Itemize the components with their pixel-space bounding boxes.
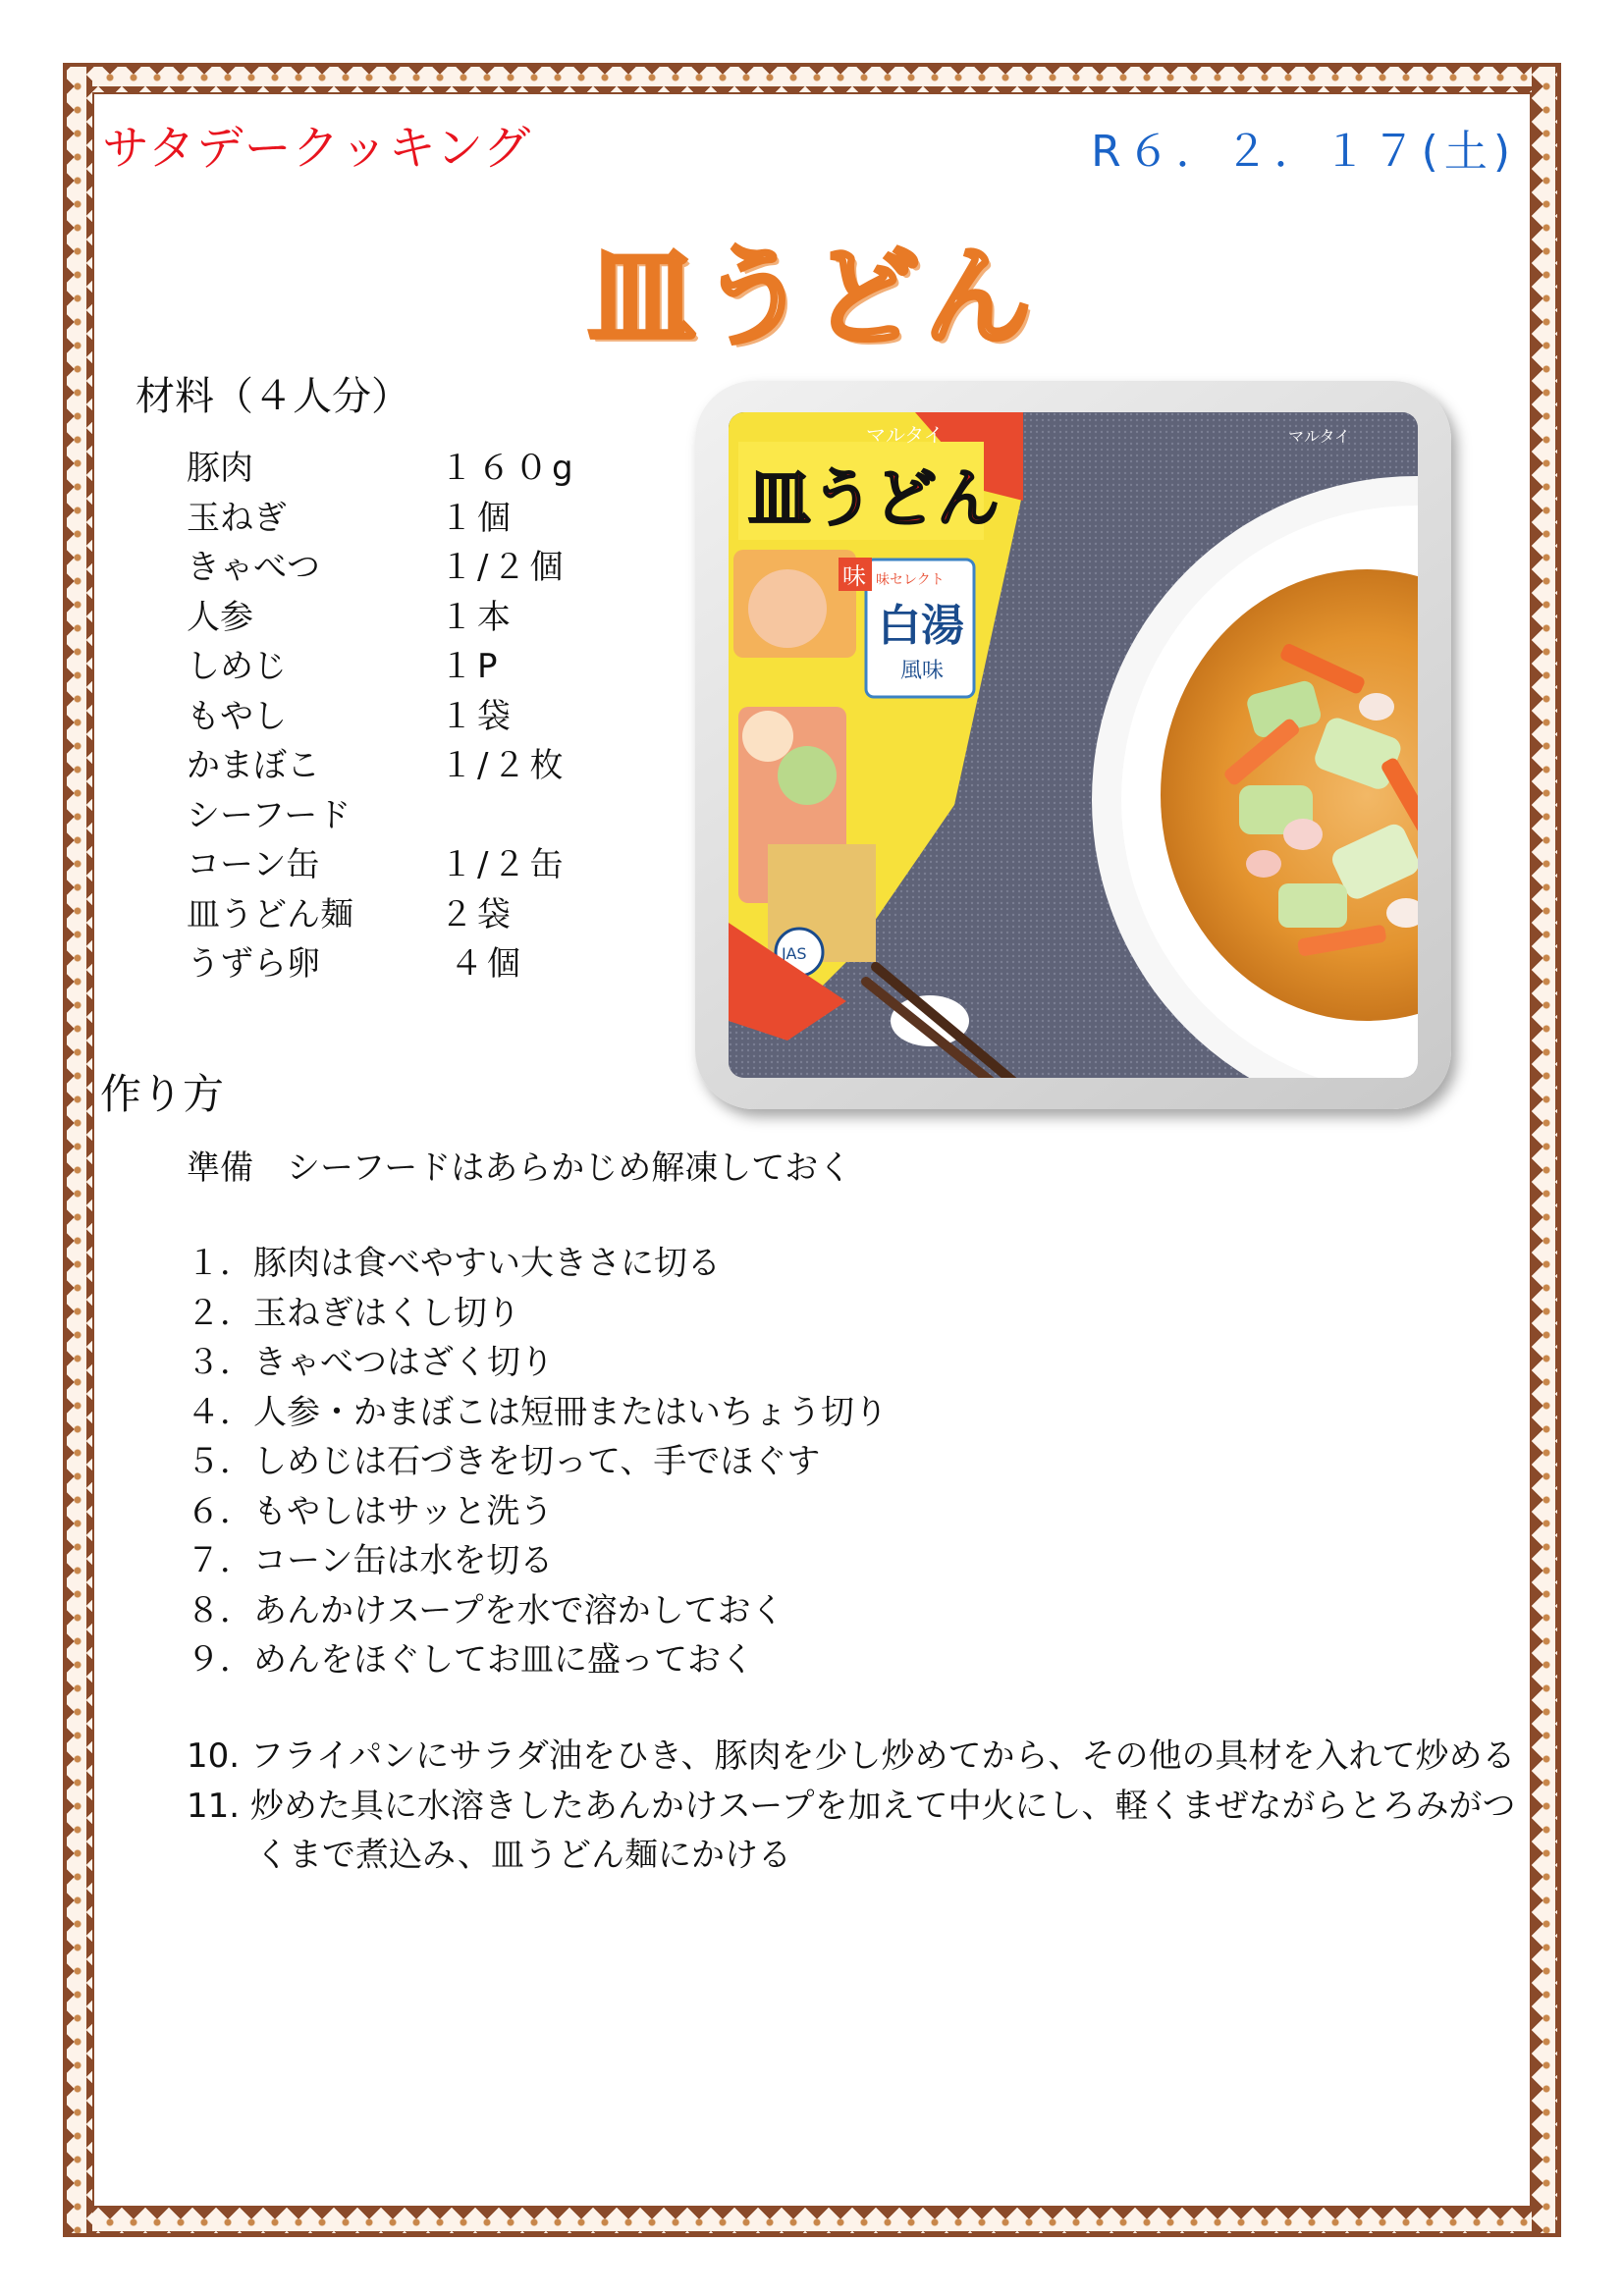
step-item: ４．人参・かまぼこは短冊またはいちょう切り [187,1392,888,1432]
ingredient-name: 皿うどん麺 [187,894,353,934]
step-item: １．豚肉は食べやすい大きさに切る [187,1244,721,1283]
ingredient-name: 豚肉 [187,449,253,488]
step-item: ２．玉ねぎはくし切り [187,1293,520,1333]
method-heading: 作り方 [100,1070,225,1118]
ingredient-item [187,494,599,544]
dish-photo [729,412,1418,1078]
ingredient-qty: １P [440,647,502,686]
ingredient-item [187,692,599,742]
ingredient-item [187,840,599,890]
step-item: ５．しめじは石づきを切って、手でほぐす [187,1442,821,1481]
ingredient-list [187,444,599,989]
ingredient-item [187,939,599,989]
step-item: ３．きゃべつはざく切り [187,1343,554,1382]
ingredient-name: 玉ねぎ [187,498,287,538]
step-item: 11. 炒めた具に水溶きしたあんかけスープを加えて中火にし、軽くまぜながらとろみがつくまで煮込み、皿うどん麺にかける [187,1786,1516,1875]
ingredient-qty: １/２缶 [440,845,568,884]
ingredient-name: もやし [187,696,287,736]
ingredient-qty: ２袋 [440,894,514,934]
dish-illustration [729,412,1418,1078]
ingredient-item [187,543,599,593]
package-badge: 味セレクト [876,572,945,588]
ingredient-name: しめじ [187,647,287,686]
package-flavor: 白湯 [878,601,964,651]
ingredient-name: コーン缶 [187,845,320,884]
ingredient-name: かまぼこ [187,746,320,785]
ingredient-name: うずら卵 [187,944,320,984]
ingredient-item [187,642,599,692]
event-date: R６．２．１７(土) [1091,127,1516,177]
step-item: ８．あんかけスープを水で溶かしておく [187,1590,785,1630]
ingredient-item [187,593,599,643]
photo-frame [695,381,1451,1109]
ingredient-qty: １袋 [440,696,514,736]
steps-list-later [187,1732,1542,1881]
svg-text:味: 味 [842,562,866,590]
corner-brand: マルタイ [1288,427,1351,446]
prep-note: 準備 シーフードはあらかじめ解凍しておく [187,1148,852,1188]
package-title: 皿うどん [748,463,1000,536]
ingredient-qty: １/２枚 [440,746,568,785]
step-item: ９．めんをほぐしてお皿に盛っておく [187,1640,754,1680]
package-jas: JAS [782,944,807,963]
page-title: 皿うどん [588,235,1036,360]
ingredient-qty: １個 [440,498,514,538]
step-item: ６．もやしはサッと洗う [187,1491,554,1531]
ingredient-qty: ４個 [450,944,524,984]
package-brand: マルタイ [866,423,944,447]
ingredient-item [187,444,599,494]
ingredient-name: きゃべつ [187,548,320,587]
ingredient-item [187,741,599,791]
ingredient-qty: １本 [440,597,514,637]
series-name: サタデークッキング [102,121,532,176]
ingredient-qty: １/２個 [440,548,568,587]
ingredient-qty: １６０g [440,449,577,488]
steps-list [187,1239,888,1685]
ingredients-heading: 材料（４人分） [135,374,410,419]
package-flavor-sub: 風味 [900,659,945,683]
step-item: ７．コーン缶は水を切る [187,1541,554,1580]
ingredient-item [187,890,599,940]
ingredient-name: 人参 [187,597,253,637]
ingredient-name: シーフード [187,795,352,835]
ingredient-item [187,791,599,841]
step-item: 10. フライパンにサラダ油をひき、豚肉を少し炒めてから、その他の具材を入れて炒める [187,1736,1516,1776]
